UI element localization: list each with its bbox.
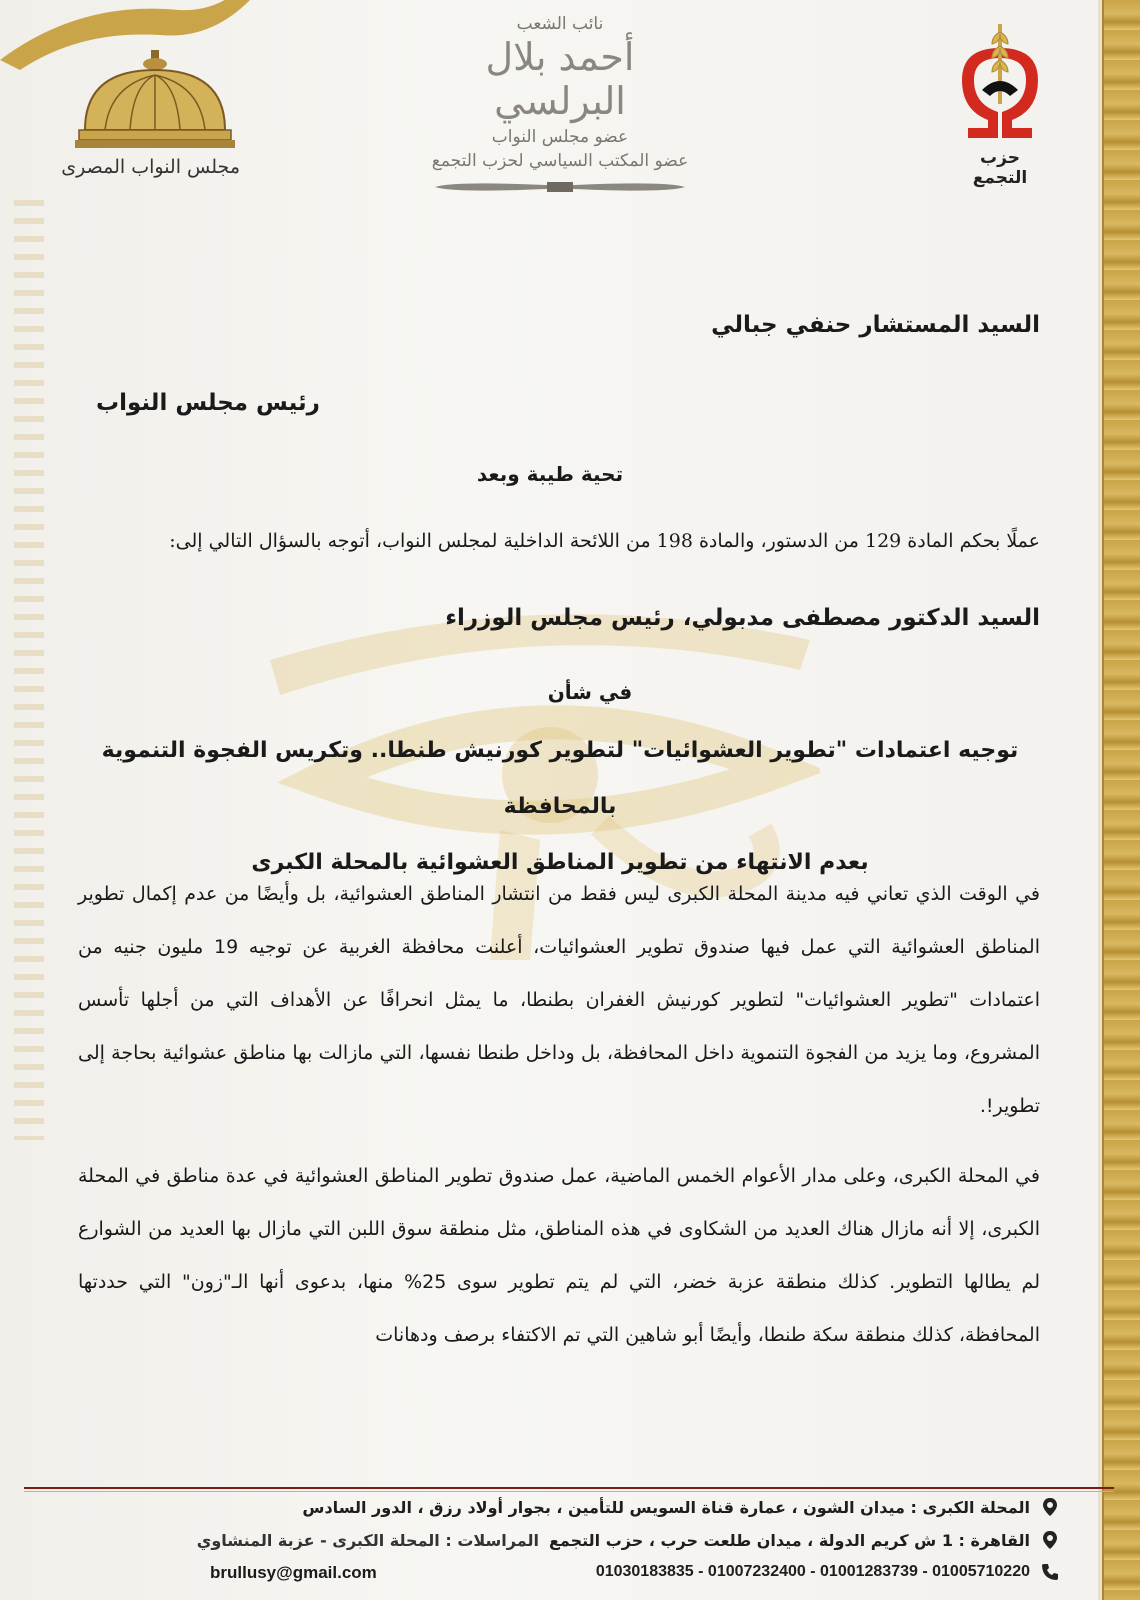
greeting: تحية طيبة وبعد bbox=[476, 462, 624, 486]
party-caption: حزب التجمع bbox=[972, 148, 1028, 188]
ornament-divider-icon bbox=[435, 179, 685, 195]
body-paragraph-1: في الوقت الذي تعاني فيه مدينة المحلة الكبرى ليس فقط من انتشار المناطق العشوائية، بل وأيضًا من عدم إكمال تطوير المناطق العشوائية التي عمل فيها صندوق تطوير العشوائيات، أعلنت محافظة الغربية عن توجيه 19 مليون جنيه من اعتمادات "تطوير العشوائيات" لتطوير كورنيش الغفران بطنطا، ما يمثل انحرافًا عن الأهداف التي من أجلها تأسس المشروع، وما يزيد من الفجوة التنموية داخل المحافظة، بل وداخل طنطا نفسها، التي مازالت بها مناطق عشوائية بحاجة إلى تطوير!. bbox=[78, 883, 1040, 1117]
member-role-parliament: عضو مجلس النواب bbox=[491, 127, 629, 148]
parliament-caption: مجلس النواب المصرى bbox=[61, 156, 240, 178]
address-mahalla-text: المحلة الكبرى : ميدان الشون ، عمارة قناة السويس للتأمين ، بجوار أولاد رزق ، الدور السادس bbox=[302, 1497, 1030, 1517]
recipient: السيد الدكتور مصطفى مدبولي، رئيس مجلس الوزراء bbox=[445, 605, 1040, 631]
addressee-title: رئيس مجلس النواب bbox=[96, 390, 320, 416]
subject-line-1: توجيه اعتمادات "تطوير العشوائيات" لتطوير كورنيش طنطا.. وتكريس الفجوة التنموية بالمحافظة bbox=[101, 738, 1019, 819]
location-pin-icon bbox=[1040, 1530, 1060, 1550]
footer-rule-thin bbox=[24, 1491, 1114, 1492]
email-address: brullusy@gmail.com bbox=[210, 1563, 377, 1582]
footer-address-mahalla bbox=[302, 1497, 1060, 1517]
location-pin-icon bbox=[1040, 1497, 1060, 1517]
letter-subject bbox=[80, 723, 1040, 891]
member-letterhead bbox=[420, 14, 700, 195]
footer-rule bbox=[24, 1487, 1114, 1489]
address-correspondence-text: المراسلات : المحلة الكبرى - عزبة المنشاوي bbox=[196, 1530, 539, 1550]
subject-line-2: بعدم الانتهاء من تطوير المناطق العشوائية بالمحلة الكبرى bbox=[251, 850, 869, 875]
phone-icon bbox=[1040, 1562, 1060, 1582]
legal-intro: عملًا بحكم المادة 129 من الدستور، والمادة 198 من اللائحة الداخلية لمجلس النواب، أتوجه بالسؤال التالي إلى: bbox=[169, 530, 1040, 552]
footer-phones bbox=[596, 1562, 1060, 1582]
wheat-omega-icon bbox=[952, 20, 1048, 140]
hieroglyph-watermark-strip bbox=[14, 200, 44, 1140]
footer-address-cairo bbox=[197, 1530, 1060, 1550]
phone-numbers: 01030183835 - 01007232400 - 01001283739 - 01005710220 bbox=[595, 1563, 1030, 1580]
party-logo bbox=[950, 20, 1050, 188]
member-role-party: عضو المكتب السياسي لحزب التجمع bbox=[431, 151, 689, 172]
member-name: أحمد بلال البرلسي bbox=[485, 35, 635, 123]
parliament-dome-icon bbox=[75, 50, 235, 150]
regarding-label: في شأن bbox=[547, 680, 633, 704]
addressee: السيد المستشار حنفي جبالي bbox=[711, 312, 1040, 338]
address-cairo-text: القاهرة : 1 ش كريم الدولة ، ميدان طلعت حرب ، حزب التجمع bbox=[548, 1530, 1030, 1550]
hieroglyph-border bbox=[1102, 0, 1140, 1600]
parliament-logo bbox=[61, 50, 240, 190]
body-paragraph-2: في المحلة الكبرى، وعلى مدار الأعوام الخمس الماضية، عمل صندوق تطوير المناطق العشوائية في عدة مناطق في المحلة الكبرى، إلا أنه مازال هناك العديد من الشكاوى في هذه المناطق، مثل منطقة سوق اللبن التي مازال بها العديد من الشوارع لم يطالها التطوير. كذلك منطقة عزبة خضر، التي لم يتم تطوير سوى 25% منها، بدعوى أنها الـ"زون" التي حددتها المحافظة، كذلك منطقة سكة طنطا، وأيضًا أبو شاهين التي تم الاكتفاء برصف ودهانات bbox=[78, 1165, 1040, 1346]
member-title: نائب الشعب bbox=[516, 14, 604, 34]
